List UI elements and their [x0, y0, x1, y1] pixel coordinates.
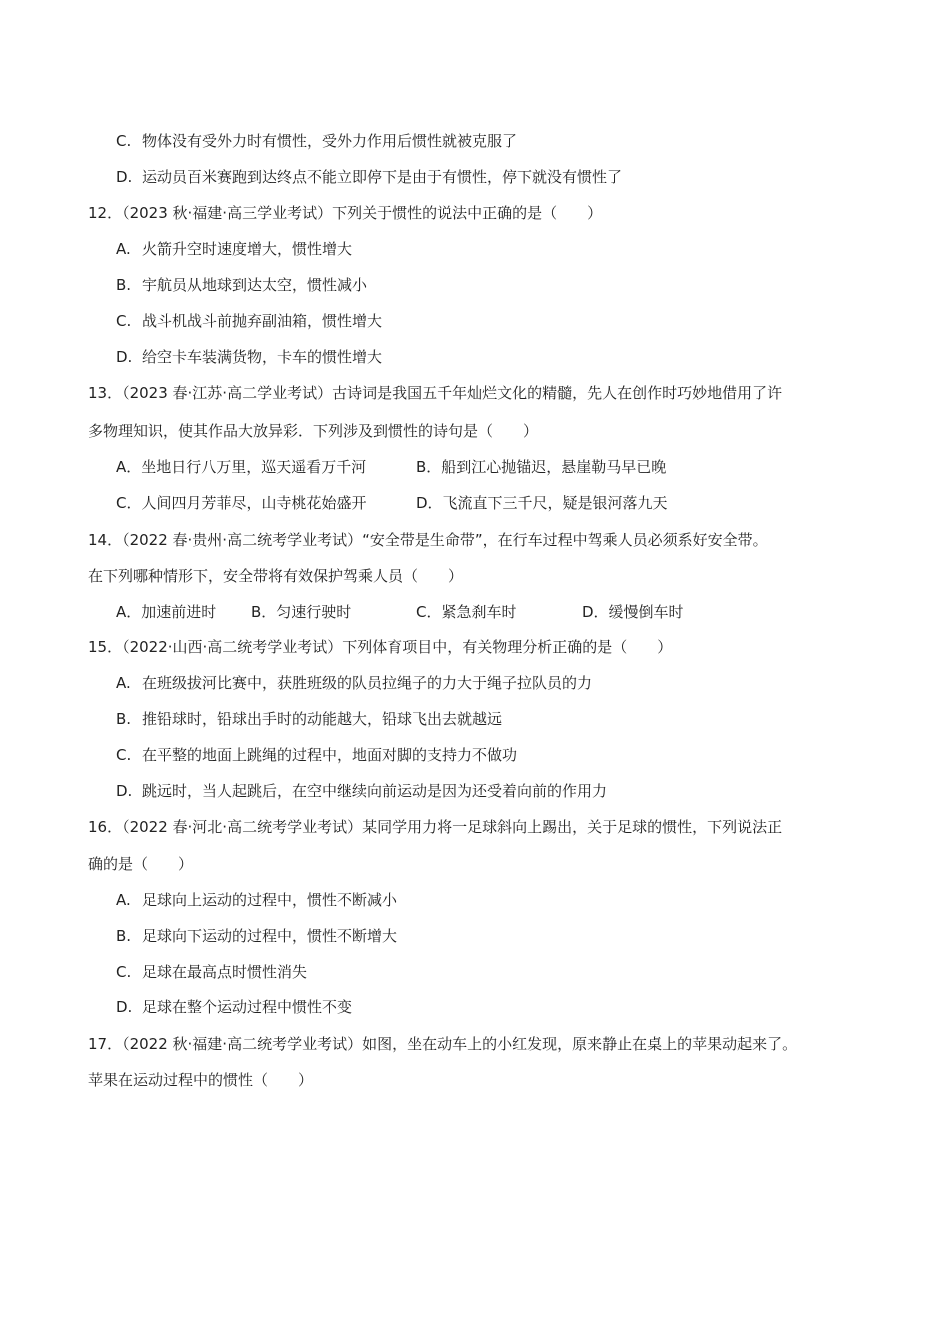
option-label: C. — [116, 312, 132, 330]
option-text: 足球向下运动的过程中，惯性不断增大 — [142, 927, 398, 945]
question-15: 15．（2022·山西·高二统考学业考试）下列体育项目中，有关物理分析正确的是（ ） — [88, 638, 673, 656]
q13-option-b: B．船到江心抛锚迟，悬崖勒马早已晚 — [416, 458, 667, 476]
option-text: 足球向上运动的过程中，惯性不断减小 — [142, 891, 398, 909]
q12-option-d — [116, 347, 382, 367]
question-17: 17．（2022 秋·福建·高二统考学业考试）如图，坐在动车上的小红发现，原来静止在桌上的苹果动起来了。 — [88, 1035, 798, 1053]
option-text: 足球在最高点时惯性消失 — [142, 963, 308, 981]
question-14-continued: 在下列哪种情形下，安全带将有效保护驾乘人员（ ） — [88, 567, 464, 585]
q15-option-c — [116, 745, 517, 765]
option-text: 火箭升空时速度增大，惯性增大 — [142, 240, 353, 258]
option-text: 给空卡车装满货物，卡车的惯性增大 — [142, 348, 383, 366]
q15-option-d — [116, 781, 607, 801]
q11-option-c — [116, 131, 517, 151]
option-label: A. — [116, 674, 131, 692]
question-12: 12．（2023 秋·福建·高三学业考试）下列关于惯性的说法中正确的是（ ） — [88, 204, 603, 222]
q12-option-c — [116, 311, 382, 331]
option-label: A. — [116, 240, 131, 258]
option-label: B. — [116, 710, 132, 728]
q11-option-d — [116, 167, 622, 187]
q14-option-a: A．加速前进时 — [116, 603, 217, 621]
q14-option-d: D．缓慢倒车时 — [582, 603, 684, 621]
option-label: D. — [116, 348, 133, 366]
q13-option-d: D．飞流直下三千尺，疑是银河落九天 — [416, 494, 668, 512]
question-16: 16．（2022 春·河北·高二统考学业考试）某同学用力将一足球斜向上踢出，关于足球的惯性，下列说法正 — [88, 818, 783, 836]
option-text: 物体没有受外力时有惯性，受外力作用后惯性就被克服了 — [142, 132, 518, 150]
q12-option-b — [116, 275, 367, 295]
option-label: C. — [116, 746, 132, 764]
option-text: 跳远时，当人起跳后，在空中继续向前运动是因为还受着向前的作用力 — [142, 782, 608, 800]
q16-option-a — [116, 890, 397, 910]
q16-option-d — [116, 997, 352, 1017]
option-label: B. — [116, 276, 132, 294]
option-text: 运动员百米赛跑到达终点不能立即停下是由于有惯性，停下就没有惯性了 — [142, 168, 623, 186]
question-13-continued: 多物理知识，使其作品大放异彩．下列涉及到惯性的诗句是（ ） — [88, 422, 539, 440]
question-13: 13．（2023 春·江苏·高二学业考试）古诗词是我国五千年灿烂文化的精髓，先人在创作时巧妙地借用了许 — [88, 384, 783, 402]
option-text: 战斗机战斗前抛弃副油箱，惯性增大 — [142, 312, 383, 330]
option-label: C. — [116, 963, 132, 981]
option-label: A. — [116, 891, 131, 909]
option-label: C. — [116, 132, 132, 150]
q15-option-a — [116, 673, 592, 693]
option-label: B. — [116, 927, 132, 945]
question-17-continued: 苹果在运动过程中的惯性（ ） — [88, 1071, 314, 1089]
q13-option-a: A．坐地日行八万里，巡天遥看万千河 — [116, 458, 367, 476]
question-16-continued: 确的是（ ） — [88, 855, 194, 873]
option-label: D. — [116, 782, 133, 800]
q14-option-b: B．匀速行驶时 — [251, 603, 352, 621]
option-text: 推铅球时，铅球出手时的动能越大，铅球飞出去就越远 — [142, 710, 503, 728]
option-label: D. — [116, 168, 133, 186]
q16-option-c — [116, 962, 307, 982]
q16-option-b — [116, 926, 397, 946]
option-label: D. — [116, 998, 133, 1016]
q14-option-c: C．紧急刹车时 — [416, 603, 517, 621]
q12-option-a — [116, 239, 352, 259]
option-text: 足球在整个运动过程中惯性不变 — [142, 998, 353, 1016]
option-text: 在平整的地面上跳绳的过程中，地面对脚的支持力不做功 — [142, 746, 518, 764]
q13-option-c: C．人间四月芳菲尽，山寺桃花始盛开 — [116, 494, 367, 512]
q15-option-b — [116, 709, 502, 729]
option-text: 在班级拔河比赛中，获胜班级的队员拉绳子的力大于绳子拉队员的力 — [142, 674, 593, 692]
question-14: 14．（2022 春·贵州·高二统考学业考试）“安全带是生命带”，在行车过程中驾乘人员必须系好安全带。 — [88, 531, 768, 549]
option-text: 宇航员从地球到达太空，惯性减小 — [142, 276, 368, 294]
